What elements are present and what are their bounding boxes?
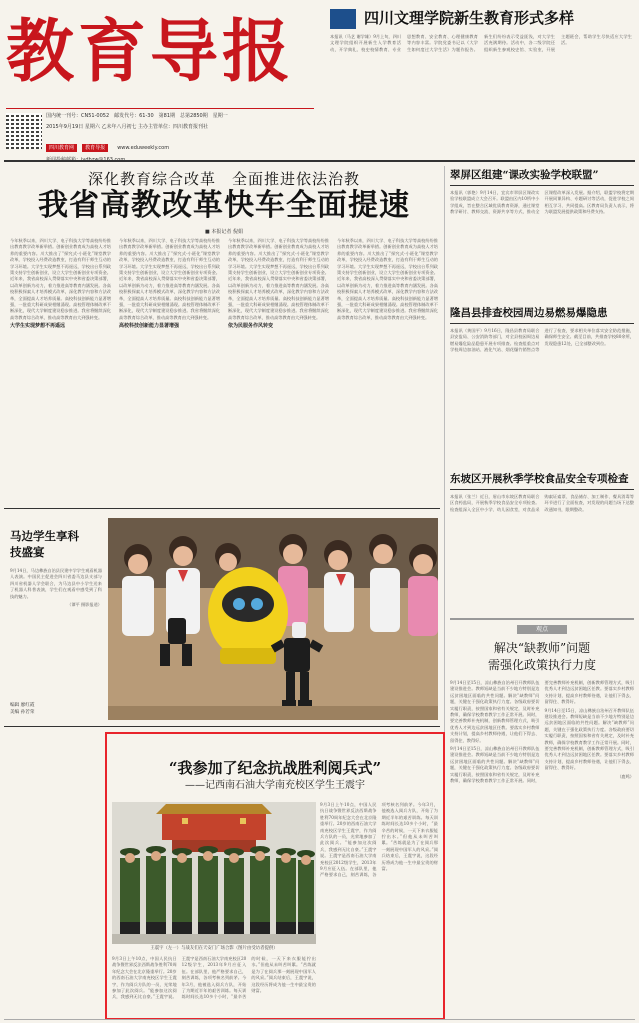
robot-story-text: 9月14日，马边彝族自治县民建中学学生观看机器人表演。中国民主促进会四川省委马边县支部与四川省机器人学会联合，为马边县中小学生送来了机器人科普表演，学生们在观看中感受到了科技的魅力。 (10, 568, 102, 599)
top-right-header (330, 4, 632, 32)
opinion-body-text: 9月14日至15日，凉山彝族自治州召开教师队伍建设推进会。教师短缺是当前不少地方特别是边远贫困地区面临的共性问题。解决“缺教师”问题，关键在于强化政策执行力度。各级政府要切实履行职责，按照国家和省有关规定，及时补充教师，确保学校教育教学工作正常开展。同时，要完善教师补充机制，创新教师管理方式，吸引优秀人才到边远贫困地区任教。要落实乡村教师支持计划，提高乡村教师待遇，让他们下得去、留得住、教得好。 (450, 680, 540, 743)
lead-kicker: 深化教育综合改革 全面推进依法治教 (87, 170, 360, 188)
parade-photo (112, 802, 316, 944)
lead-body-text: 今年秋季以来，四川大学、电子科技大学等高校纷纷推出教育教学改革新举措。创新创业教育成为高校人才培养的重要内容。川大推出了“探究式-小班化”课堂教学改革，学校投入经费改造教室，打造有利于师生互动的学习环境。大学生实现梦想不再遥远，学校出台系列政策支持学生创新创业，设立大学生创新创业专项资金。近年来，我省高校深入贯彻落实中央和省委决策部署，以改革创新为动力，着力推进高等教育内涵发展。各高校积极探索人才培养模式改革，深化教学内容和方法改革，全面提高人才培养质量。高校科技创新能力显著增强，一批重大科研成果相继涌现。高校管理体制改革不断深化，现代大学制度建设稳步推进。我省将继续深化高等教育综合改革，推动高等教育由大到强转变。 (228, 238, 329, 320)
red-tag[interactable]: 四川教育网 (46, 144, 77, 152)
lead-body-text: 今年秋季以来，四川大学、电子科技大学等高校纷纷推出教育教学改革新举措。创新创业教育成为高校人才培养的重要内容。川大推出了“探究式-小班化”课堂教学改革，学校投入经费改造教室，打造有利于师生互动的学习环境。大学生实现梦想不再遥远，学校出台系列政策支持学生创新创业，设立大学生创新创业专项资金。近年来，我省高校深入贯彻落实中央和省委决策部署，以改革创新为动力，着力推进高等教育内涵发展。各高校积极探索人才培养模式改革，深化教学内容和方法改革，全面提高人才培养质量。高校科技创新能力显著增强，一批重大科研成果相继涌现。高校管理体制改革不断深化，现代大学制度建设稳步推进。我省将继续深化高等教育综合改革，推动高等教育由大到强转变。 (119, 238, 220, 320)
parade-subtitle: ——记西南石油大学南充校区学生王震宇 (185, 780, 365, 791)
lead-body-text: 今年秋季以来，四川大学、电子科技大学等高校纷纷推出教育教学改革新举措。创新创业教育成为高校人才培养的重要内容。川大推出了“探究式-小班化”课堂教学改革，学校投入经费改造教室，打造有利于师生互动的学习环境。大学生实现梦想不再遥远，学校出台系列政策支持学生创新创业，设立大学生创新创业专项资金。近年来，我省高校深入贯彻落实中央和省委决策部署，以改革创新为动力，着力推进高等教育内涵发展。各高校积极探索人才培养模式改革，深化教学内容和方法改革，全面提高人才培养质量。高校科技创新能力显著增强，一批重大科研成果相继涌现。高校管理体制改革不断深化，现代大学制度建设稳步推进。我省将继续深化高等教育综合改革，推动高等教育由大到强转变。 (337, 238, 438, 320)
right-story-1-header (450, 168, 634, 186)
top-right-body: 本报讯（马艺 谢学雄）9月上旬，四川文理学院组织开展新生入学教育活动，开学典礼、校史校情教育、专业思想教育、安全教育、心理健康教育等内容丰富。学院党委书记以《大学生如何度过大学生活》为题作报告。新生们纷纷表示受益匪浅，对大学生活充满期待。活动中，各二级学院还组织新生参观校史馆、实验室，开展主题班会，帮助学生尽快适应大学生活。 (330, 34, 632, 52)
right-story-2-header (450, 306, 634, 324)
issue-info (6, 108, 314, 156)
red-tag[interactable]: 教育导报 (82, 144, 108, 152)
right-story-1-headline[interactable]: 翠屏区组建“课改实验学校联盟” (450, 169, 599, 181)
designer-credit: 美编 孙若荣 (10, 710, 35, 715)
right-story-2-body: 本报讯（黄国平）9月16日，隆昌县教育局联合县安监局、公安消防等部门，对全县校园周边易燃易爆危险品隐患开展专项排查。检查组重点对学校周边加油站、液化气站、烟花爆竹销售点等进行了检查，要求相关单位落实安全防范措施，确保师生安全。截至目前，共排查学校80余所，发现隐患12处，已全部整改到位。 (450, 328, 634, 353)
lead-headline[interactable]: 我省高教改革快车全面提速 (38, 188, 410, 223)
lead-subhead: 大学生实现梦想不再遥远 (10, 323, 66, 330)
website-link[interactable]: www.eduweekly.com (117, 145, 170, 151)
robot-story-credits (10, 702, 102, 716)
parade-photo-illustration (112, 802, 316, 944)
parade-story-header (112, 758, 438, 794)
opinion-author: （鹿鸣） (617, 773, 634, 779)
editor-credit: 编辑 廖红霞 (10, 703, 35, 708)
newspaper-logo: 教育导报 (6, 12, 295, 92)
right-story-1-body: 本报讯（郭艳）9月14日，宜宾市翠屏区课改实验学校联盟成立大会召开。联盟由区内10所中小学组成，旨在整合区域优质教育资源，通过课堂教学研讨、教师交流、资源共享等方式，推动全区课程改革深入发展。据介绍，联盟学校将定期开展同课异构、专题研讨等活动，促进学校之间相互学习、共同提高。区教育局负责人表示，将为联盟发展提供政策和经费支持。 (450, 190, 634, 215)
robot-story-body (10, 568, 102, 678)
lead-subhead: 高校科技创新能力显著增强 (119, 323, 180, 330)
lead-subhead: 依为民服务作风转变 (228, 323, 274, 330)
opinion-body-text: 9月14日至15日，凉山彝族自治州召开教师队伍建设推进会。教师短缺是当前不少地方特别是边远贫困地区面临的共性问题。解决“缺教师”问题，关键在于强化政策执行力度。各级政府要切实履行职责，按照国家和省有关规定，及时补充教师，确保学校教育教学工作正常开展。同时，要完善教师补充机制，创新教师管理方式，吸引优秀人才到边远贫困地区任教。要落实乡村教师支持计划，提高乡村教师待遇，让他们下得去、留得住、教得好。 (544, 707, 634, 771)
opinion-tag: 观点 (517, 625, 567, 634)
section-bar (330, 9, 356, 29)
parade-photo-caption: 王震宇（左一）与战友们在天安门广场合影（图片由受访者提供） (150, 946, 278, 951)
lead-body (10, 238, 438, 500)
opinion-body (450, 680, 634, 1010)
robot-story-header (10, 528, 102, 560)
date-line: 2015年9月19日 星期六 乙未年八月初七 (46, 124, 137, 130)
publisher: 主办主管单位：四川教育报刊社 (138, 124, 209, 130)
opinion-header (450, 640, 634, 674)
opinion-headline-1[interactable]: 解决“缺教师”问题 (493, 641, 591, 655)
lead-body-text: 今年秋季以来，四川大学、电子科技大学等高校纷纷推出教育教学改革新举措。创新创业教育成为高校人才培养的重要内容。川大推出了“探究式-小班化”课堂教学改革，学校投入经费改造教室，打造有利于师生互动的学习环境。大学生实现梦想不再遥远，学校出台系列政策支持学生创新创业，设立大学生创新创业专项资金。近年来，我省高校深入贯彻落实中央和省委决策部署，以改革创新为动力，着力推进高等教育内涵发展。各高校积极探索人才培养模式改革，深化教学内容和方法改革，全面提高人才培养质量。高校科技创新能力显著增强，一批重大科研成果相继涌现。高校管理体制改革不断深化，现代大学制度建设稳步推进。我省将继续深化高等教育综合改革，推动高等教育由大到强转变。 (10, 238, 111, 320)
robot-show-photo (108, 518, 438, 720)
robot-story-author: （谭平 摄影报道） (67, 602, 102, 608)
right-story-3-headline[interactable]: 东坡区开展秋季学校食品安全专项检查 (450, 473, 629, 485)
parade-body-bottom: 9月3日上午10点，中国人民抗日战争暨世界反法西斯战争胜利70周年纪念大会在北京隆重举行。20岁的西南石油大学南充校区学生王震宇，作为阅兵方队的一员，光荣地参加了此次阅兵。“能参加这次阅兵，我感到无比自豪。”王震宇说。王震宇是西南石油大学南充校区2012级学生，2013年9月应征入伍。在部队里，他严格要求自己，刻苦训练，各项考核名列前茅。今年3月，他被选入阅兵方队，开始了为期近半年的艰苦训练。每天训练时间长达10多个小时，“最辛苦的时候，一天下来衣服能拧出水。”但他从未叫苦叫累。“苦练就是为了在阅兵那一刻展现中国军人的风采。”阅兵结束后，王震宇说，这段经历将成为他一生中最宝贵的财富。 (112, 956, 316, 1000)
issue-line: 国内统一刊号：CN51-0052 邮发代号：61-30 第81期 总第2850期 星期一 (46, 113, 228, 119)
opinion-body-text: 9月14日至15日，凉山彝族自治州召开教师队伍建设推进会。教师短缺是当前不少地方特别是边远贫困地区面临的共性问题。解决“缺教师”问题，关键在于强化政策执行力度。各级政府要切实履行职责，按照国家和省有关规定，及时补充教师，确保学校教育教学工作正常开展。同时，要完善教师补充机制，创新教师管理方式，吸引优秀人才到边远贫困地区任教。要落实乡村教师支持计划，提高乡村教师待遇，让他们下得去、留得住、教得好。 (450, 680, 634, 784)
parade-body-right: 9月3日上午10点，中国人民抗日战争暨世界反法西斯战争胜利70周年纪念大会在北京隆重举行。20岁的西南石油大学南充校区学生王震宇，作为阅兵方队的一员，光荣地参加了此次阅兵。“能参加这次阅兵，我感到无比自豪。”王震宇说。王震宇是西南石油大学南充校区2012级学生，2013年9月应征入伍。在部队里，他严格要求自己，刻苦训练，各项考核名列前茅。今年3月，他被选入阅兵方队，开始了为期近半年的艰苦训练。每天训练时间长达10多个小时，“最辛苦的时候，一天下来衣服能拧出水。”但他从未叫苦叫累。“苦练就是为了在阅兵那一刻展现中国军人的风采。”阅兵结束后，王震宇说，这段经历将成为他一生中最宝贵的财富。 (320, 802, 438, 878)
top-right-headline[interactable]: 四川文理学院新生教育形式多样 (364, 9, 575, 27)
right-story-2-headline[interactable]: 隆昌县排查校园周边易燃易爆隐患 (450, 307, 608, 319)
robot-photo-illustration (108, 518, 438, 720)
masthead (6, 6, 312, 108)
opinion-headline-2[interactable]: 需强化政策执行力度 (487, 658, 596, 672)
right-story-3-header (450, 472, 634, 490)
parade-headline[interactable]: “我参加了纪念抗战胜利阅兵式” (168, 759, 382, 777)
right-story-3-body: 本报讯（张兰）近日，眉山市东坡区教育局联合区食药监局，开展秋季学校食品安全专项检查。检查组深入全区中小学、幼儿园食堂，对食品采购索证索票、食品储存、加工制作、餐具消毒等环节进行了全面检查，对发现的问题当场下达整改通知书，限期整改。 (450, 494, 634, 512)
qr-code-icon (6, 113, 42, 149)
lead-byline: ■ 本报记者 倪娟 (205, 229, 243, 235)
robot-story-headline[interactable]: 马边学生享科技盛宴 (10, 529, 79, 559)
